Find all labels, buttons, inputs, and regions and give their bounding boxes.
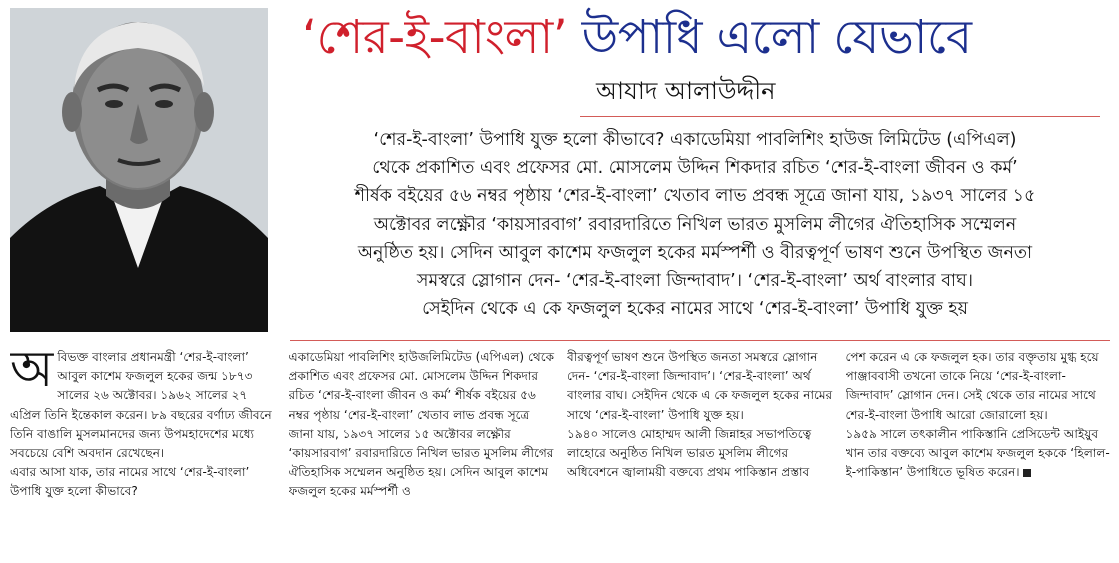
article-column-4 [846,348,1113,558]
divider-top [580,116,1100,117]
portrait-photo [10,8,268,332]
article-column-2 [289,348,556,558]
drop-cap: অ [10,348,54,398]
article-paragraph-end [846,425,1113,483]
divider-middle [290,340,1110,341]
article-columns [10,348,1112,558]
intro-line: সেইদিন থেকে এ কে ফজলুল হকের নামের সাথে ‘শের-ই-বাংলা’ উপাধি যুক্ত হয় [422,299,968,320]
article-paragraph: একাডেমিয়া পাবলিশিং হাউজলিমিটেড (এপিএল) থেকে প্রকাশিত এবং প্রফেসর মো. মোসলেম উদ্দিন শিকদার রচিত ‘শের-ই-বাংলা জীবন ও কর্ম’ শীর্ষক বইয়ের ৫৬ নম্বর পৃষ্ঠায় ‘শের-ই-বাংলা’ খেতাব লাভ প্রবন্ধ সূত্রে জানা যায়, ১৯৩৭ সালের ১৫ অক্টোবর লক্ষ্ণৌর ‘কায়সারবাগ’ রবারদারিতে নিখিল ভারত মুসলিম লীগের ঐতিহাসিক সম্মেলন অনুষ্ঠিত হয়। সেদিন আবুল কাশেম ফজলুল হকের মর্মস্পর্শী ও [288,350,555,499]
author-byline: আযাদ আলাউদ্দীন [596,77,776,105]
portrait-illustration [10,8,268,332]
article-paragraph: পেশ করেন এ কে ফজলুল হক। তার বক্তৃতায় মুগ্ধ হয়ে পাঞ্জাববাসী তখনো তাকে নিয়ে ‘শের-ই-বাংলা-জিন্দাবাদ’ স্লোগান দেন। সেই থেকে তার নামের সাথে শের-ই-বাংলা উপাধি আরো জোরালো হয়। [845,350,1099,422]
headline [302,6,1112,70]
intro-line: অনুষ্ঠিত হয়। সেদিন আবুল কাশেম ফজলুল হকের মর্মস্পর্শী ও বীরত্বপূর্ণ ভাষণ শুনে উপস্থিত জনতা [357,242,1033,263]
intro-line: শীর্ষক বইয়ের ৫৬ নম্বর পৃষ্ঠায় ‘শের-ই-বাংলা’ খেতাব লাভ প্রবন্ধ সূত্রে জানা যায়, ১৯৩৭ সালের ১৫ [354,186,1036,207]
article-paragraph-text: ১৯৫৯ সালে তৎকালীন পাকিস্তানি প্রেসিডেন্ট আইয়ুব খান তার বক্তব্যে আবুল কাশেম ফজলুল হককে ‘হিলাল-ই-পাকিস্তান’ উপাধিতে ভূষিত করেন। [845,426,1110,480]
article-paragraph: বিভক্ত বাংলার প্রধানমন্ত্রী ‘শের-ই-বাংলা’ আবুল কাশেম ফজলুল হকের জন্ম ১৮৭৩ সালের ২৬ অক্টোবর। ১৯৬২ সালের ২৭ এপ্রিল তিনি ইন্তেকাল করেন। ৮৯ বছরের বর্ণাঢ্য জীবনে তিনি বাঙালি মুসলমানদের জন্য উপমহাদেশের মধ্যে সবচেয়ে বেশি অবদান রেখেছেন। [10,350,272,461]
headline-title-blue: উপাধি এলো যেভাবে [567,10,972,65]
article-column-1 [10,348,277,558]
intro-line: অক্টোবর লক্ষ্ণৌর ‘কায়সারবাগ’ রবারদারিতে নিখিল ভারত মুসলিম লীগের ঐতিহাসিক সম্মেলন [373,214,1017,235]
intro-summary [282,126,1108,323]
intro-line: থেকে প্রকাশিত এবং প্রফেসর মো. মোসলেম উদ্দিন শিকদার রচিত ‘শের-ই-বাংলা জীবন ও কর্ম’ [372,158,1018,179]
article-column-3 [567,348,834,558]
headline-title-red: ‘শের-ই-বাংলা’ [302,10,568,65]
end-mark-icon [1023,469,1031,477]
article-paragraph: বীরত্বপূর্ণ ভাষণ শুনে উপস্থিত জনতা সমস্বরে স্লোগান দেন- ‘শের-ই-বাংলা জিন্দাবাদ’। ‘শের-ই-বাংলা’ অর্থ বাংলার বাঘ। সেইদিন থেকে এ কে ফজলুল হকের নামের সাথে ‘শের-ই-বাংলা’ উপাধি যুক্ত হয়। [567,350,833,422]
article-paragraph: এবার আসা যাক, তার নামের সাথে ‘শের-ই-বাংলা’ উপাধি যুক্ত হলো কীভাবে? [10,465,250,499]
intro-line: ‘শের-ই-বাংলা’ উপাধি যুক্ত হলো কীভাবে? একাডেমিয়া পাবলিশিং হাউজ লিমিটেড (এপিএল) [373,130,1017,150]
intro-line: সমস্বরে স্লোগান দেন- ‘শের-ই-বাংলা জিন্দাবাদ’। ‘শের-ই-বাংলা’ অর্থ বাংলার বাঘ। [416,271,974,292]
article-paragraph: ১৯৪০ সালেও মোহাম্মদ আলী জিন্নাহর সভাপতিত্বে লাহোরে অনুষ্ঠিত নিখিল ভারত মুসলিম লীগের অধিবেশনে জ্বালাময়ী বক্তব্যে প্রথম পাকিস্তান প্রস্তাব [567,426,812,480]
